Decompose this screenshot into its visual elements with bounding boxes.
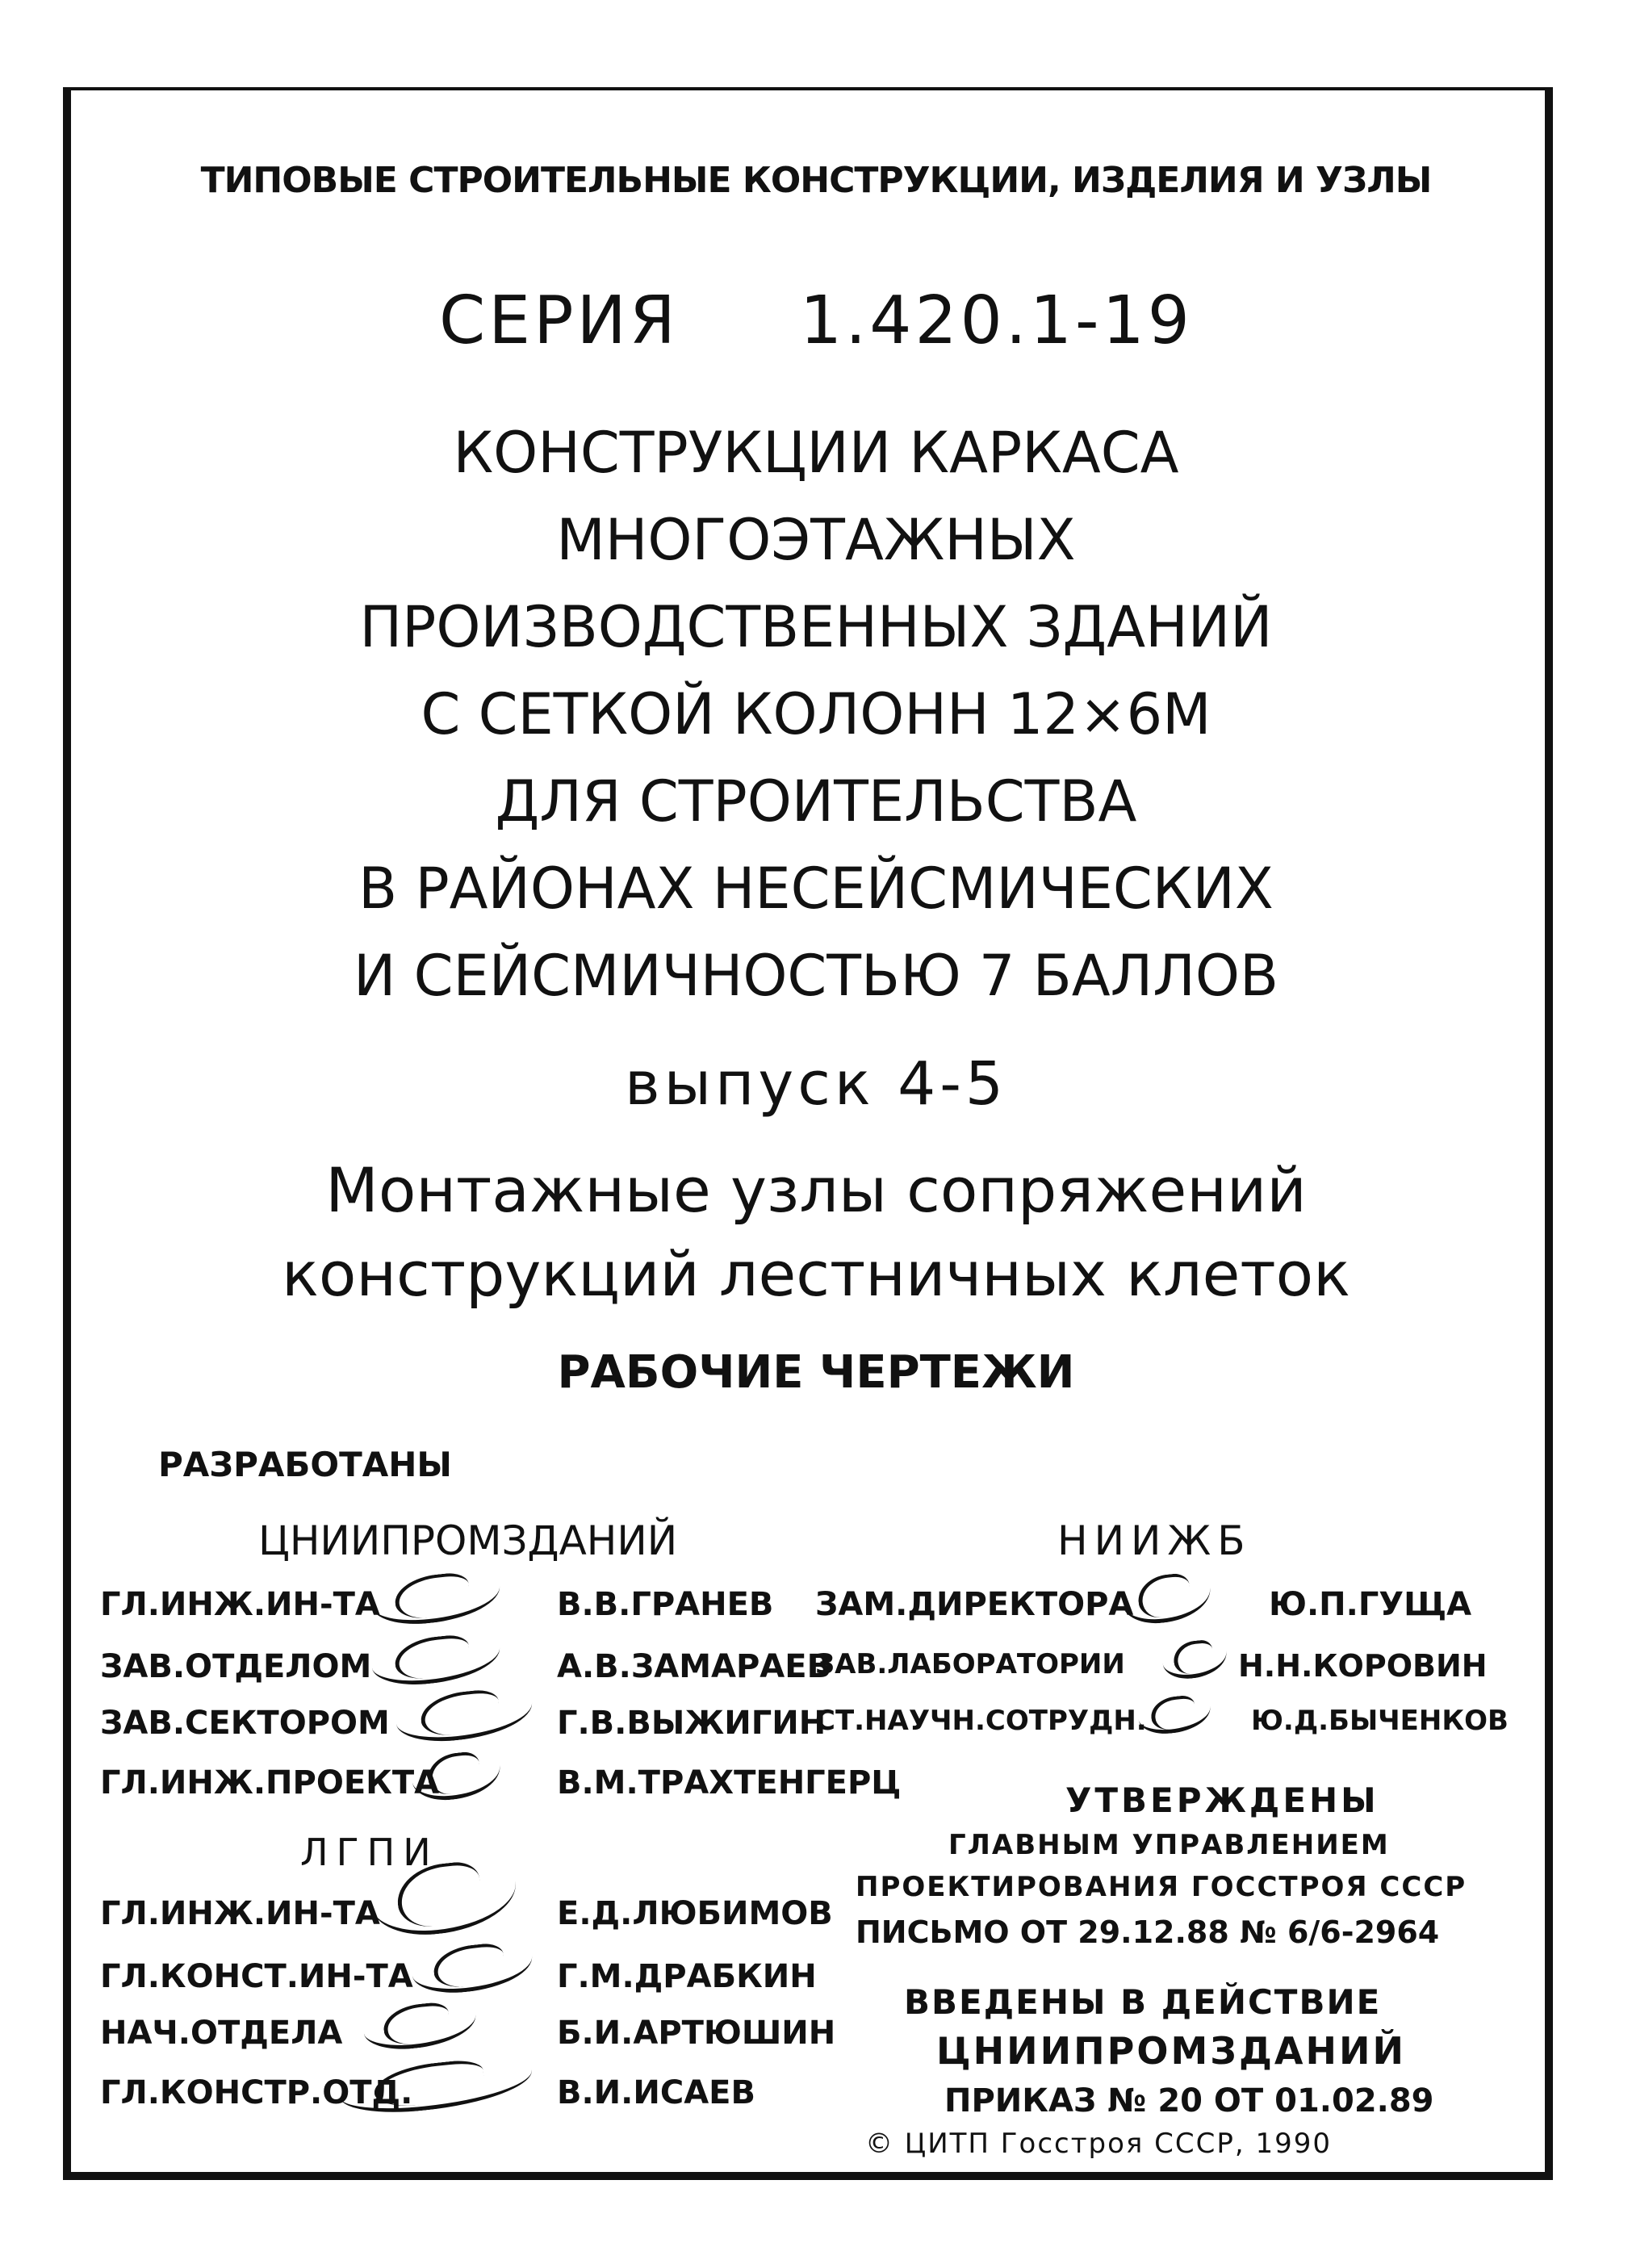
position-senior-researcher: СТ.НАУЧН.СОТРУДН. <box>815 1705 1147 1737</box>
approved-title: УТВЕРЖДЕНЫ <box>1065 1781 1379 1820</box>
name-artyushin: Б.И.АРТЮШИН <box>557 2015 836 2052</box>
position-chief-engineer: ГЛ.ИНЖ.ИН-ТА <box>100 1586 380 1623</box>
position-lgpi-chief-designer: ГЛ.КОНСТ.ИН-ТА <box>100 1958 413 1995</box>
org-lgpi: ЛГПИ <box>300 1831 439 1874</box>
title-line-2: МНОГОЭТАЖНЫХ <box>556 507 1076 573</box>
name-gushcha: Ю.П.ГУЩА <box>1269 1586 1472 1623</box>
enacted-org: ЦНИИПРОМЗДАНИЙ <box>936 2029 1407 2073</box>
approved-line-1: ГЛАВНЫМ УПРАВЛЕНИЕМ <box>948 1829 1390 1861</box>
approved-line-2: ПРОЕКТИРОВАНИЯ ГОССТРОЯ СССР <box>856 1871 1467 1903</box>
name-korovin: Н.Н.КОРОВИН <box>1238 1648 1488 1684</box>
subtitle-line-2: конструкций лестничных клеток <box>281 1238 1351 1310</box>
series-number: 1.420.1-19 <box>800 282 1193 359</box>
enacted-title: ВВЕДЕНЫ В ДЕЙСТВИЕ <box>904 1982 1382 2022</box>
org-niizhb: НИИЖБ <box>1057 1517 1252 1564</box>
title-line-3: ПРОИЗВОДСТВЕННЫХ ЗДАНИЙ <box>359 594 1273 660</box>
title-line-1: КОНСТРУКЦИИ КАРКАСА <box>453 420 1179 486</box>
top-heading: ТИПОВЫЕ СТРОИТЕЛЬНЫЕ КОНСТРУКЦИИ, ИЗДЕЛИЯ И УЗЛЫ <box>200 160 1432 201</box>
position-deputy-director: ЗАМ.ДИРЕКТОРА <box>815 1586 1134 1623</box>
position-chief-project-engineer: ГЛ.ИНЖ.ПРОЕКТА <box>100 1764 440 1801</box>
name-lyubimov: Е.Д.ЛЮБИМОВ <box>557 1895 833 1932</box>
position-head-department: ЗАВ.ОТДЕЛОМ <box>100 1648 372 1685</box>
title-line-6: В РАЙОНАХ НЕСЕЙСМИЧЕСКИХ <box>358 856 1274 922</box>
series-line <box>0 282 1632 359</box>
title-line-7: И СЕЙСМИЧНОСТЬЮ 7 БАЛЛОВ <box>353 943 1278 1009</box>
name-vyzhigin: Г.В.ВЫЖИГИН <box>557 1705 826 1742</box>
developed-label: РАЗРАБОТАНЫ <box>158 1445 452 1484</box>
name-granev: В.В.ГРАНЕВ <box>557 1586 774 1623</box>
working-drawings: РАБОЧИЕ ЧЕРТЕЖИ <box>557 1346 1075 1399</box>
position-lgpi-chief-designer-dept: ГЛ.КОНСТР.ОТД. <box>100 2074 413 2111</box>
series-word: СЕРИЯ <box>439 282 679 359</box>
approved-line-3: ПИСЬМО ОТ 29.12.88 № 6/6-2964 <box>856 1914 1440 1950</box>
title-line-5: ДЛЯ СТРОИТЕЛЬСТВА <box>495 768 1137 835</box>
name-bychenkov: Ю.Д.БЫЧЕНКОВ <box>1251 1705 1509 1737</box>
position-head-sector: ЗАВ.СЕКТОРОМ <box>100 1705 390 1742</box>
name-drabkin: Г.М.ДРАБКИН <box>557 1958 817 1995</box>
enacted-order: ПРИКАЗ № 20 ОТ 01.02.89 <box>944 2082 1434 2119</box>
position-head-laboratory: ЗАВ.ЛАБОРАТОРИИ <box>815 1648 1125 1680</box>
name-zamaraev: А.В.ЗАМАРАЕВ <box>557 1648 832 1685</box>
copyright: © ЦИТП Госстроя СССР, 1990 <box>865 2128 1333 2160</box>
title-line-4: С СЕТКОЙ КОЛОНН 12×6М <box>421 681 1211 747</box>
subtitle-line-1: Монтажные узлы сопряжений <box>325 1154 1307 1226</box>
page-border <box>63 87 1553 2180</box>
name-isaev: В.И.ИСАЕВ <box>557 2074 755 2111</box>
position-lgpi-head-department: НАЧ.ОТДЕЛА <box>100 2015 343 2052</box>
name-trakhtengerts: В.М.ТРАХТЕНГЕРЦ <box>557 1764 902 1801</box>
org-tsniipromzdanii: ЦНИИПРОМЗДАНИЙ <box>258 1517 678 1564</box>
issue-number: выпуск 4-5 <box>625 1049 1007 1119</box>
position-lgpi-chief-engineer: ГЛ.ИНЖ.ИН-ТА <box>100 1895 380 1932</box>
